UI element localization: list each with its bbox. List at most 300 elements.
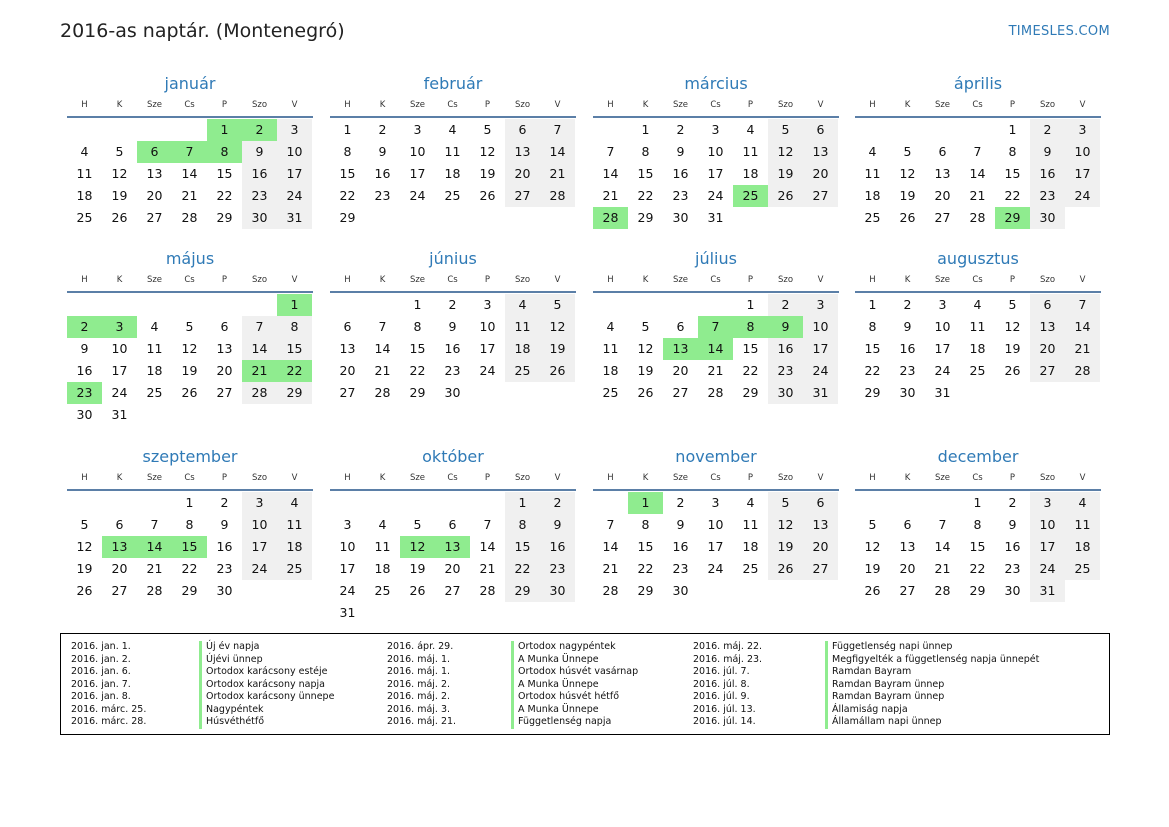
month-1 bbox=[330, 72, 576, 229]
day-cell: 28 bbox=[969, 210, 986, 225]
day-cell: 15 bbox=[409, 341, 426, 356]
day-cell: 10 bbox=[707, 144, 724, 159]
day-cell: 12 bbox=[768, 141, 803, 163]
day-cell: 14 bbox=[374, 341, 391, 356]
day-cell: 18 bbox=[505, 338, 540, 360]
weekday-label: H bbox=[81, 100, 88, 110]
weekday-label: Cs bbox=[710, 473, 721, 483]
day-cell: 9 bbox=[676, 517, 685, 532]
day-cell: 5 bbox=[483, 122, 492, 137]
day-cell: 5 bbox=[868, 517, 877, 532]
holiday-day-cell: 9 bbox=[768, 316, 803, 338]
day-cell: 24 bbox=[242, 558, 277, 580]
day-cell: 24 bbox=[707, 188, 724, 203]
empty-cell bbox=[330, 492, 365, 514]
day-cell: 3 bbox=[483, 297, 492, 312]
day-cell: 1 bbox=[413, 297, 422, 312]
day-cell: 30 bbox=[1030, 207, 1065, 229]
day-cell: 22 bbox=[637, 188, 654, 203]
day-cell: 23 bbox=[1030, 185, 1065, 207]
day-cell: 9 bbox=[540, 514, 575, 536]
day-cell: 23 bbox=[672, 188, 689, 203]
weekday-label: H bbox=[869, 275, 876, 285]
day-cell: 7 bbox=[973, 144, 982, 159]
day-cell: 3 bbox=[938, 297, 947, 312]
site-brand-link[interactable]: TIMESLES.COM bbox=[1008, 24, 1110, 39]
day-cell: 10 bbox=[934, 319, 951, 334]
day-cell: 16 bbox=[1030, 163, 1065, 185]
day-cell: 16 bbox=[540, 536, 575, 558]
day-cell: 13 bbox=[899, 539, 916, 554]
empty-cell bbox=[925, 492, 960, 514]
weekday-label: Sze bbox=[672, 275, 689, 285]
holiday-name: Ramdan Bayram ünnep bbox=[825, 679, 1039, 692]
day-cell: 25 bbox=[444, 188, 461, 203]
day-cell: 15 bbox=[277, 338, 312, 360]
day-cell: 18 bbox=[742, 539, 759, 554]
day-cell: 17 bbox=[707, 539, 724, 554]
day-cell: 8 bbox=[413, 319, 422, 334]
day-cell: 26 bbox=[637, 385, 654, 400]
weekday-label: Szo bbox=[777, 100, 794, 110]
holiday-day-cell: 6 bbox=[137, 141, 172, 163]
day-cell: 21 bbox=[602, 188, 619, 203]
day-cell: 3 bbox=[343, 517, 352, 532]
day-cell: 21 bbox=[1065, 338, 1100, 360]
day-grid bbox=[330, 294, 576, 404]
weekday-label: Szo bbox=[251, 100, 268, 110]
day-cell: 6 bbox=[676, 319, 685, 334]
day-cell: 20 bbox=[505, 163, 540, 185]
day-grid bbox=[855, 119, 1101, 229]
day-cell: 1 bbox=[746, 297, 755, 312]
holiday-day-cell: 8 bbox=[733, 316, 768, 338]
day-cell: 22 bbox=[969, 561, 986, 576]
day-cell: 31 bbox=[707, 210, 724, 225]
weekday-label: P bbox=[484, 100, 491, 110]
day-cell: 3 bbox=[1065, 119, 1100, 141]
holiday-name: Ortodox húsvét vasárnap bbox=[511, 666, 638, 679]
day-cell: 25 bbox=[277, 558, 312, 580]
day-cell: 16 bbox=[899, 341, 916, 356]
day-cell: 31 bbox=[934, 385, 951, 400]
day-cell: 23 bbox=[1004, 561, 1021, 576]
day-cell: 22 bbox=[409, 363, 426, 378]
weekday-label: K bbox=[642, 100, 649, 110]
month-name: szeptember bbox=[142, 447, 238, 466]
day-cell: 27 bbox=[339, 385, 356, 400]
weekday-label: V bbox=[554, 100, 561, 110]
day-cell: 5 bbox=[413, 517, 422, 532]
holiday-name: A Munka Ünnepe bbox=[511, 679, 638, 692]
holiday-name: Ortodox nagypéntek bbox=[511, 641, 638, 654]
weekday-label: V bbox=[817, 100, 824, 110]
day-cell: 2 bbox=[676, 122, 685, 137]
day-cell: 4 bbox=[277, 492, 312, 514]
month-name: augusztus bbox=[937, 249, 1019, 268]
day-cell: 26 bbox=[768, 185, 803, 207]
day-cell: 21 bbox=[181, 188, 198, 203]
day-cell: 1 bbox=[973, 495, 982, 510]
day-cell: 19 bbox=[864, 561, 881, 576]
day-cell: 10 bbox=[707, 517, 724, 532]
day-cell: 14 bbox=[602, 166, 619, 181]
day-cell: 10 bbox=[277, 141, 312, 163]
weekday-label: K bbox=[379, 100, 386, 110]
day-cell: 20 bbox=[1030, 338, 1065, 360]
weekday-label: H bbox=[344, 100, 351, 110]
day-cell: 17 bbox=[1030, 536, 1065, 558]
day-cell: 6 bbox=[448, 517, 457, 532]
day-cell: 16 bbox=[444, 341, 461, 356]
weekday-label: K bbox=[116, 100, 123, 110]
day-cell: 7 bbox=[938, 517, 947, 532]
day-cell: 13 bbox=[803, 514, 838, 536]
day-cell: 25 bbox=[864, 210, 881, 225]
day-cell: 4 bbox=[448, 122, 457, 137]
day-cell: 10 bbox=[242, 514, 277, 536]
empty-cell bbox=[925, 119, 960, 141]
weekday-label: Szo bbox=[514, 473, 531, 483]
day-cell: 2 bbox=[220, 495, 229, 510]
weekday-label: K bbox=[642, 473, 649, 483]
day-cell: 5 bbox=[768, 492, 803, 514]
weekday-header bbox=[330, 97, 576, 118]
day-cell: 5 bbox=[768, 119, 803, 141]
day-cell: 21 bbox=[540, 163, 575, 185]
day-cell: 12 bbox=[76, 539, 93, 554]
weekday-header bbox=[855, 272, 1101, 293]
weekday-header bbox=[330, 470, 576, 491]
day-cell: 23 bbox=[444, 363, 461, 378]
day-cell: 19 bbox=[768, 163, 803, 185]
day-cell: 15 bbox=[864, 341, 881, 356]
day-cell: 3 bbox=[1030, 492, 1065, 514]
day-cell: 9 bbox=[1008, 517, 1017, 532]
day-cell: 5 bbox=[540, 294, 575, 316]
calendar-months bbox=[67, 72, 1102, 632]
day-cell: 12 bbox=[899, 166, 916, 181]
day-cell: 14 bbox=[242, 338, 277, 360]
day-cell: 7 bbox=[483, 517, 492, 532]
day-grid bbox=[855, 492, 1101, 602]
empty-cell bbox=[890, 119, 925, 141]
day-grid bbox=[593, 492, 839, 602]
day-grid bbox=[593, 119, 839, 229]
holiday-day-cell: 22 bbox=[277, 360, 312, 382]
day-cell: 27 bbox=[111, 583, 128, 598]
holiday-date: 2016. máj. 2. bbox=[387, 678, 451, 690]
day-cell: 4 bbox=[505, 294, 540, 316]
day-cell: 15 bbox=[216, 166, 233, 181]
weekday-label: H bbox=[869, 473, 876, 483]
weekday-header bbox=[67, 272, 313, 293]
day-cell: 25 bbox=[505, 360, 540, 382]
day-cell: 7 bbox=[606, 144, 615, 159]
month-name: április bbox=[953, 74, 1003, 93]
day-cell: 3 bbox=[803, 294, 838, 316]
day-cell: 14 bbox=[934, 539, 951, 554]
weekday-label: P bbox=[484, 275, 491, 285]
holiday-date: 2016. júl. 13. bbox=[693, 703, 756, 715]
weekday-label: Sze bbox=[146, 275, 163, 285]
day-cell: 5 bbox=[1008, 297, 1017, 312]
empty-cell bbox=[365, 492, 400, 514]
day-cell: 27 bbox=[803, 558, 838, 580]
month-11 bbox=[855, 445, 1101, 602]
holiday-date: 2016. máj. 1. bbox=[387, 653, 451, 665]
day-cell: 24 bbox=[479, 363, 496, 378]
month-10 bbox=[593, 445, 839, 602]
month-2 bbox=[593, 72, 839, 229]
day-cell: 30 bbox=[540, 580, 575, 602]
empty-cell bbox=[172, 294, 207, 316]
weekday-label: H bbox=[344, 473, 351, 483]
day-cell: 24 bbox=[1065, 185, 1100, 207]
weekday-label: H bbox=[81, 473, 88, 483]
weekday-label: P bbox=[1009, 473, 1016, 483]
day-cell: 22 bbox=[181, 561, 198, 576]
holiday-day-cell: 25 bbox=[733, 185, 768, 207]
day-cell: 29 bbox=[637, 210, 654, 225]
day-cell: 16 bbox=[242, 163, 277, 185]
day-cell: 21 bbox=[602, 561, 619, 576]
day-cell: 29 bbox=[216, 210, 233, 225]
day-cell: 5 bbox=[903, 144, 912, 159]
day-cell: 26 bbox=[409, 583, 426, 598]
day-cell: 28 bbox=[1065, 360, 1100, 382]
day-cell: 4 bbox=[746, 495, 755, 510]
day-cell: 15 bbox=[339, 166, 356, 181]
empty-cell bbox=[960, 119, 995, 141]
empty-cell bbox=[400, 492, 435, 514]
day-cell: 13 bbox=[934, 166, 951, 181]
day-cell: 28 bbox=[242, 382, 277, 404]
day-cell: 20 bbox=[803, 163, 838, 185]
weekday-label: K bbox=[379, 275, 386, 285]
day-cell: 14 bbox=[540, 141, 575, 163]
empty-cell bbox=[102, 492, 137, 514]
day-cell: 21 bbox=[934, 561, 951, 576]
weekday-label: Sze bbox=[934, 275, 951, 285]
day-cell: 6 bbox=[803, 119, 838, 141]
weekday-header bbox=[67, 470, 313, 491]
holiday-date: 2016. júl. 8. bbox=[693, 678, 750, 690]
day-cell: 16 bbox=[1004, 539, 1021, 554]
holiday-day-cell: 1 bbox=[628, 492, 663, 514]
day-cell: 12 bbox=[637, 341, 654, 356]
day-cell: 28 bbox=[602, 583, 619, 598]
empty-cell bbox=[137, 119, 172, 141]
day-cell: 26 bbox=[768, 558, 803, 580]
day-cell: 18 bbox=[444, 166, 461, 181]
day-cell: 29 bbox=[409, 385, 426, 400]
day-cell: 17 bbox=[339, 561, 356, 576]
holiday-day-cell: 1 bbox=[207, 119, 242, 141]
weekday-label: K bbox=[904, 100, 911, 110]
day-cell: 28 bbox=[181, 210, 198, 225]
month-name: december bbox=[937, 447, 1019, 466]
day-cell: 22 bbox=[505, 558, 540, 580]
empty-cell bbox=[698, 294, 733, 316]
weekday-label: Sze bbox=[409, 473, 426, 483]
day-cell: 15 bbox=[505, 536, 540, 558]
weekday-label: V bbox=[1079, 473, 1086, 483]
day-grid bbox=[855, 294, 1101, 404]
weekday-label: P bbox=[221, 473, 228, 483]
day-cell: 16 bbox=[76, 363, 93, 378]
holiday-names-column bbox=[199, 641, 334, 729]
day-cell: 1 bbox=[343, 122, 352, 137]
holiday-day-cell: 14 bbox=[137, 536, 172, 558]
empty-cell bbox=[855, 492, 890, 514]
day-cell: 26 bbox=[76, 583, 93, 598]
month-name: május bbox=[165, 249, 215, 268]
weekday-label: Cs bbox=[972, 275, 983, 285]
day-cell: 22 bbox=[742, 363, 759, 378]
weekday-label: V bbox=[554, 275, 561, 285]
day-cell: 7 bbox=[1065, 294, 1100, 316]
day-cell: 1 bbox=[505, 492, 540, 514]
day-cell: 25 bbox=[1065, 558, 1100, 580]
day-cell: 22 bbox=[339, 188, 356, 203]
day-cell: 2 bbox=[448, 297, 457, 312]
day-cell: 23 bbox=[768, 360, 803, 382]
holiday-dates-column bbox=[693, 641, 762, 729]
day-cell: 11 bbox=[76, 166, 93, 181]
day-cell: 5 bbox=[185, 319, 194, 334]
day-cell: 25 bbox=[76, 210, 93, 225]
day-cell: 11 bbox=[602, 341, 619, 356]
weekday-label: H bbox=[344, 275, 351, 285]
day-cell: 12 bbox=[181, 341, 198, 356]
holiday-date: 2016. jan. 7. bbox=[71, 678, 131, 690]
weekday-label: Cs bbox=[447, 473, 458, 483]
day-cell: 4 bbox=[973, 297, 982, 312]
day-cell: 17 bbox=[707, 166, 724, 181]
weekday-label: Cs bbox=[710, 275, 721, 285]
day-cell: 6 bbox=[220, 319, 229, 334]
weekday-label: Sze bbox=[146, 100, 163, 110]
day-cell: 19 bbox=[76, 561, 93, 576]
day-cell: 30 bbox=[76, 407, 93, 422]
day-cell: 17 bbox=[803, 338, 838, 360]
day-cell: 25 bbox=[742, 561, 759, 576]
weekday-header bbox=[330, 272, 576, 293]
day-cell: 16 bbox=[768, 338, 803, 360]
day-cell: 9 bbox=[676, 144, 685, 159]
holiday-day-cell: 13 bbox=[102, 536, 137, 558]
holiday-date: 2016. máj. 21. bbox=[387, 716, 457, 727]
empty-cell bbox=[242, 294, 277, 316]
holiday-day-cell: 7 bbox=[172, 141, 207, 163]
day-cell: 29 bbox=[742, 385, 759, 400]
empty-cell bbox=[855, 119, 890, 141]
day-cell: 17 bbox=[1065, 163, 1100, 185]
weekday-label: H bbox=[869, 100, 876, 110]
holiday-dates-column bbox=[387, 641, 456, 729]
day-cell: 17 bbox=[934, 341, 951, 356]
weekday-label: Cs bbox=[184, 100, 195, 110]
day-cell: 20 bbox=[934, 188, 951, 203]
weekday-label: P bbox=[484, 473, 491, 483]
day-cell: 20 bbox=[339, 363, 356, 378]
day-cell: 6 bbox=[803, 492, 838, 514]
holiday-name: Újévi ünnep bbox=[199, 654, 334, 667]
day-cell: 19 bbox=[768, 536, 803, 558]
day-cell: 17 bbox=[277, 163, 312, 185]
day-cell: 26 bbox=[540, 360, 575, 382]
empty-cell bbox=[593, 294, 628, 316]
day-cell: 15 bbox=[969, 539, 986, 554]
weekday-label: Sze bbox=[672, 473, 689, 483]
holiday-name: Ortodox húsvét hétfő bbox=[511, 691, 638, 704]
day-cell: 30 bbox=[1004, 583, 1021, 598]
empty-cell bbox=[102, 294, 137, 316]
weekday-label: V bbox=[1079, 275, 1086, 285]
day-cell: 3 bbox=[711, 495, 720, 510]
day-cell: 26 bbox=[864, 583, 881, 598]
day-cell: 12 bbox=[111, 166, 128, 181]
day-cell: 18 bbox=[602, 363, 619, 378]
weekday-label: V bbox=[291, 473, 298, 483]
day-cell: 7 bbox=[540, 119, 575, 141]
day-cell: 23 bbox=[672, 561, 689, 576]
weekday-label: Cs bbox=[184, 473, 195, 483]
day-cell: 27 bbox=[505, 185, 540, 207]
day-cell: 29 bbox=[277, 382, 312, 404]
day-cell: 24 bbox=[707, 561, 724, 576]
day-grid bbox=[330, 492, 576, 624]
day-cell: 30 bbox=[444, 385, 461, 400]
day-cell: 11 bbox=[864, 166, 881, 181]
day-cell: 5 bbox=[641, 319, 650, 334]
day-cell: 22 bbox=[216, 188, 233, 203]
weekday-label: P bbox=[747, 275, 754, 285]
weekday-label: V bbox=[817, 473, 824, 483]
day-cell: 7 bbox=[150, 517, 159, 532]
day-cell: 30 bbox=[899, 385, 916, 400]
empty-cell bbox=[435, 492, 470, 514]
month-6 bbox=[593, 247, 839, 404]
day-cell: 11 bbox=[505, 316, 540, 338]
empty-cell bbox=[102, 119, 137, 141]
day-cell: 7 bbox=[378, 319, 387, 334]
month-name: február bbox=[423, 74, 483, 93]
day-cell: 28 bbox=[707, 385, 724, 400]
day-cell: 8 bbox=[343, 144, 352, 159]
weekday-label: Cs bbox=[184, 275, 195, 285]
weekday-header bbox=[855, 470, 1101, 491]
weekday-header bbox=[593, 272, 839, 293]
month-0 bbox=[67, 72, 313, 229]
holiday-name: Megfigyelték a függetlenség napja ünnepét bbox=[825, 654, 1039, 667]
day-cell: 3 bbox=[711, 122, 720, 137]
day-cell: 17 bbox=[111, 363, 128, 378]
day-cell: 31 bbox=[277, 207, 312, 229]
day-cell: 2 bbox=[1030, 119, 1065, 141]
empty-cell bbox=[365, 294, 400, 316]
day-cell: 19 bbox=[409, 561, 426, 576]
day-cell: 22 bbox=[637, 561, 654, 576]
weekday-label: Cs bbox=[710, 100, 721, 110]
day-cell: 1 bbox=[185, 495, 194, 510]
day-cell: 27 bbox=[444, 583, 461, 598]
day-cell: 15 bbox=[637, 166, 654, 181]
day-cell: 29 bbox=[637, 583, 654, 598]
day-cell: 11 bbox=[742, 144, 759, 159]
day-cell: 2 bbox=[1008, 495, 1017, 510]
